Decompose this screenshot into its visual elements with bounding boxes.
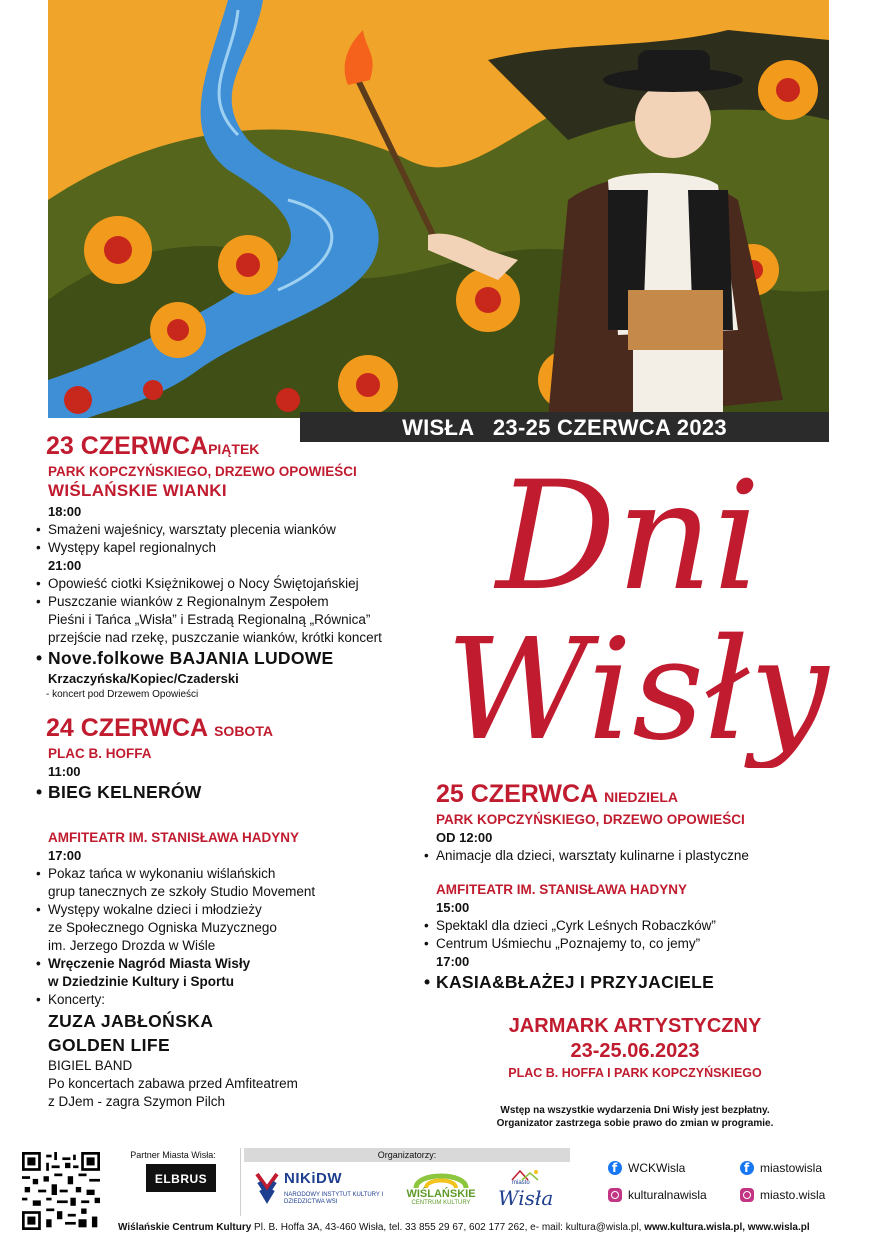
wck-logo bbox=[404, 1168, 478, 1210]
concert-artist-2: GOLDEN LIFE bbox=[48, 1035, 171, 1055]
art-fair-block bbox=[440, 1014, 830, 1082]
concert-artist-1: ZUZA JABŁOŃSKA bbox=[48, 1011, 214, 1031]
facebook-icon bbox=[740, 1161, 754, 1175]
day-25-date: 25 CZERWCA bbox=[436, 780, 598, 808]
list-item: • Puszczanie wianków z Regionalnym Zespołem bbox=[36, 593, 436, 611]
wck-subtitle: CENTRUM KULTURY bbox=[411, 1200, 471, 1206]
art-fair-place: PLAC B. HOFFA I PARK KOPCZYŃSKIEGO bbox=[508, 1066, 762, 1080]
day-24-list-4 bbox=[36, 955, 436, 973]
day-24-list-5 bbox=[36, 991, 436, 1009]
list-item: • Spektakl dla dzieci „Cyrk Leśnych Robaczków” bbox=[424, 917, 844, 935]
miasto-small-text: miasto bbox=[512, 1180, 530, 1186]
day-23-date: 23 CZERWCA bbox=[46, 432, 209, 460]
day-23-performers: Krzaczyńska/Kopiec/Czaderski bbox=[48, 671, 239, 686]
list-item: • Animacje dla dzieci, warsztaty kulinarne i plastyczne bbox=[424, 847, 844, 865]
banner-dates: 23-25 CZERWCA 2023 bbox=[492, 415, 727, 440]
facebook-handle-miasto: miastowisla bbox=[760, 1161, 823, 1175]
day-25-venue: PARK KOPCZYŃSKIEGO, DRZEWO OPOWIEŚCI bbox=[436, 812, 745, 827]
day-23-event-title: WIŚLAŃSKIE WIANKI bbox=[48, 481, 227, 500]
day-25-heading bbox=[424, 780, 844, 811]
concert-artist-3: BIGIEL BAND bbox=[48, 1058, 133, 1073]
day-25-list-3 bbox=[424, 971, 844, 993]
day-24-list-2 bbox=[36, 865, 436, 883]
day-25-time-3: 17:00 bbox=[436, 954, 470, 969]
day-24-date: 24 CZERWCA bbox=[46, 714, 208, 742]
list-item-continuation: w Dziedzinie Kultury i Sportu bbox=[48, 974, 235, 989]
after-concert-info: Po koncertach zabawa przed Amfiteatrem bbox=[48, 1076, 298, 1091]
elbrus-logo-text: ELBRUS bbox=[154, 1172, 208, 1186]
day-23-venue: PARK KOPCZYŃSKIEGO, DRZEWO OPOWIEŚCI bbox=[48, 464, 357, 479]
partner-label: Partner Miasta Wisła: bbox=[130, 1150, 216, 1160]
list-item-continuation: ze Społecznego Ogniska Muzycznego bbox=[48, 920, 277, 935]
nikidw-logo bbox=[254, 1168, 394, 1212]
list-item: • Koncerty: bbox=[36, 991, 436, 1009]
day-25-time-2: 15:00 bbox=[436, 900, 470, 915]
footer-websites[interactable]: www.kultura.wisla.pl, www.wisla.pl bbox=[644, 1222, 810, 1233]
wck-emblem-icon bbox=[404, 1168, 478, 1188]
list-item: • Występy kapel regionalnych bbox=[36, 539, 436, 557]
title-line-1: Dni bbox=[496, 450, 761, 624]
miasto-name: Wisła bbox=[498, 1186, 554, 1210]
list-item: • KASIA&BŁAŻEJ I PRZYJACIELE bbox=[424, 971, 844, 993]
art-fair-dates: 23-25.06.2023 bbox=[570, 1040, 700, 1062]
organizers-label: Organizatorzy: bbox=[244, 1148, 570, 1162]
facebook-link-wck[interactable] bbox=[608, 1160, 685, 1176]
nikidw-emblem-icon bbox=[254, 1168, 280, 1208]
list-item: • Nove.folkowe BAJANIA LUDOWE bbox=[36, 647, 436, 669]
instagram-link-miasto[interactable] bbox=[740, 1187, 825, 1203]
day-25-venue-2: AMFITEATR IM. STANISŁAWA HADYNY bbox=[436, 882, 687, 897]
day-24-venue: PLAC B. HOFFA bbox=[48, 746, 152, 761]
day-23-list-2 bbox=[36, 575, 436, 611]
folk-landscape-illustration bbox=[48, 0, 829, 418]
footer-contact-line bbox=[118, 1222, 858, 1234]
day-25-time-1: OD 12:00 bbox=[436, 830, 493, 845]
day-24-list-1 bbox=[36, 781, 436, 803]
day-24-time-1: 11:00 bbox=[48, 764, 81, 779]
facebook-icon bbox=[608, 1161, 622, 1175]
day-24-time-2: 17:00 bbox=[48, 848, 82, 863]
footer-org-name: Wiślańskie Centrum Kultury bbox=[118, 1222, 252, 1233]
title-line-2: Wisły bbox=[446, 609, 829, 768]
list-item: • Pokaz tańca w wykonaniu wiślańskich bbox=[36, 865, 436, 883]
instagram-link-kulturalna[interactable] bbox=[608, 1187, 707, 1203]
nikidw-subtitle: NARODOWY INSTYTUT KULTURY I DZIEDZICTWA WSI bbox=[284, 1192, 384, 1205]
free-entry-note bbox=[440, 1104, 830, 1130]
list-item: • Wręczenie Nagród Miasta Wisły bbox=[36, 955, 436, 973]
day-24-list-3 bbox=[36, 901, 436, 919]
day-25-list-2 bbox=[424, 917, 844, 953]
day-24-heading bbox=[36, 714, 436, 745]
facebook-handle-wck: WCKWisla bbox=[628, 1161, 686, 1175]
miasto-wisla-logo bbox=[492, 1168, 562, 1212]
instagram-icon bbox=[740, 1188, 754, 1202]
day-23-time-1: 18:00 bbox=[48, 504, 82, 519]
list-item-continuation: przejście nad rzekę, puszczanie wianków, krótki koncert bbox=[48, 630, 382, 645]
instagram-handle-miasto: miasto.wisla bbox=[760, 1188, 826, 1202]
footer-divider bbox=[240, 1148, 241, 1216]
day-25-list-1 bbox=[424, 847, 844, 865]
wck-name: WIŚLAŃSKIE bbox=[406, 1188, 476, 1200]
list-item-continuation: im. Jerzego Drozda w Wiśle bbox=[48, 938, 216, 953]
nikidw-name: NIKiDW bbox=[284, 1170, 342, 1187]
day-24-venue-2: AMFITEATR IM. STANISŁAWA HADYNY bbox=[48, 830, 299, 845]
note-line-2: Organizator zastrzega sobie prawo do zmian w programie. bbox=[496, 1118, 774, 1129]
list-item-continuation: grup tanecznych ze szkoły Studio Movement bbox=[48, 884, 316, 899]
day-23-heading bbox=[36, 432, 436, 463]
instagram-handle-kulturalna: kulturalnawisla bbox=[628, 1188, 707, 1202]
day-23-time-2: 21:00 bbox=[48, 558, 82, 573]
program-left-column bbox=[36, 432, 436, 1111]
instagram-icon bbox=[608, 1188, 622, 1202]
day-23-list-3 bbox=[36, 647, 436, 669]
list-item: • BIEG KELNERÓW bbox=[36, 781, 436, 803]
list-item-continuation: Pieśni i Tańca „Wisła” i Estradą Regionalną „Równica” bbox=[48, 612, 371, 627]
art-fair-title: JARMARK ARTYSTYCZNY bbox=[508, 1015, 762, 1037]
day-23-concert-note: - koncert pod Drzewem Opowieści bbox=[46, 689, 199, 700]
list-item: • Występy wokalne dzieci i młodzieży bbox=[36, 901, 436, 919]
dj-info: z DJem - zagra Szymon Pilch bbox=[48, 1094, 226, 1109]
day-23-list-1 bbox=[36, 521, 436, 557]
qr-code-icon[interactable] bbox=[22, 1152, 100, 1230]
facebook-link-miasto[interactable] bbox=[740, 1160, 822, 1176]
list-item: • Centrum Uśmiechu „Poznajemy to, co jemy” bbox=[424, 935, 844, 953]
festival-title bbox=[436, 448, 846, 768]
footer-address: Pl. B. Hoffa 3A, 43-460 Wisła, tel. 33 855 29 67, 602 177 262, e- mail: kultura@wisla.pl, bbox=[251, 1222, 645, 1233]
banner-place: WISŁA bbox=[402, 415, 475, 440]
day-23-weekday: PIĄTEK bbox=[208, 441, 260, 457]
list-item: • Smażeni wajeśnicy, warsztaty plecenia wianków bbox=[36, 521, 436, 539]
elbrus-logo bbox=[146, 1164, 216, 1192]
list-item: • Opowieść ciotki Księżnikowej o Nocy Świętojańskiej bbox=[36, 575, 436, 593]
day-24-weekday: SOBOTA bbox=[214, 723, 273, 739]
hero-illustration bbox=[48, 0, 829, 418]
day-25-weekday: NIEDZIELA bbox=[604, 789, 678, 805]
program-right-column bbox=[424, 780, 844, 993]
note-line-1: Wstęp na wszystkie wydarzenia Dni Wisły jest bezpłatny. bbox=[500, 1105, 770, 1116]
